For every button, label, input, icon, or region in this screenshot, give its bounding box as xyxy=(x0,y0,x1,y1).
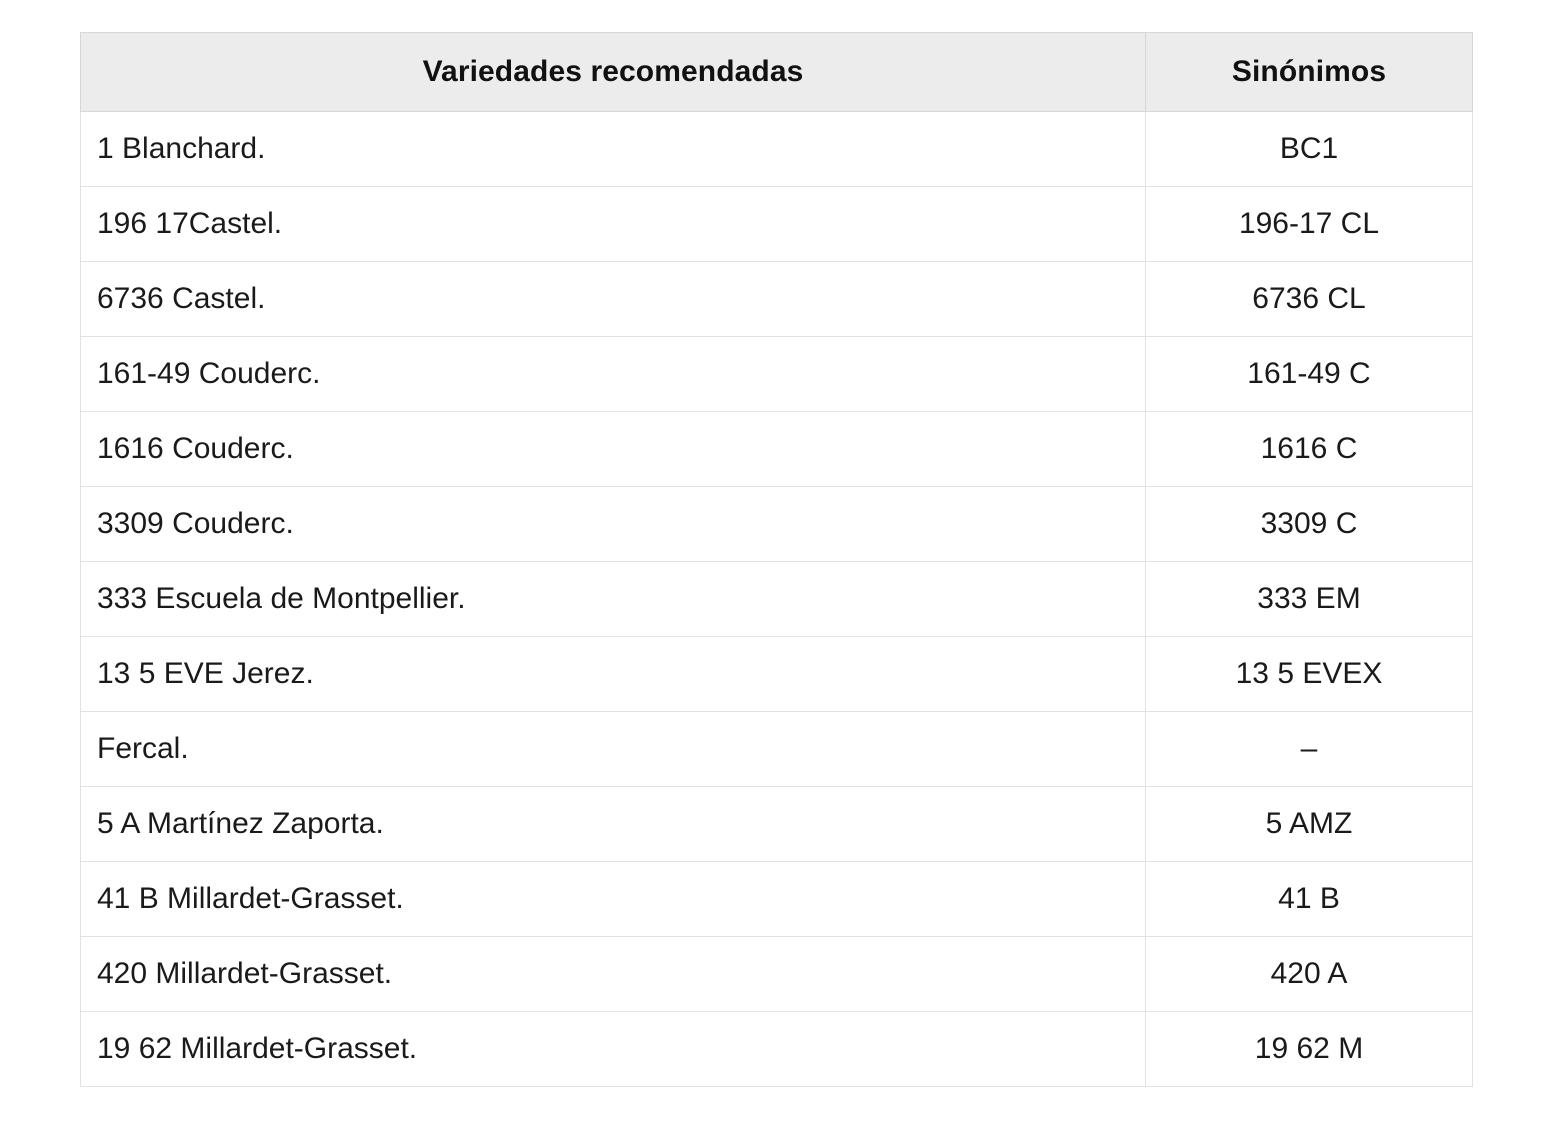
table-body xyxy=(81,112,1473,1087)
cell-variety: 161-49 Couderc. xyxy=(81,337,1146,412)
table-row xyxy=(81,937,1473,1012)
table-header-row xyxy=(81,33,1473,112)
cell-variety: Fercal. xyxy=(81,712,1146,787)
cell-variety: 6736 Castel. xyxy=(81,262,1146,337)
table-row xyxy=(81,112,1473,187)
cell-variety: 41 B Millardet-Grasset. xyxy=(81,862,1146,937)
table-row xyxy=(81,862,1473,937)
cell-variety: 13 5 EVE Jerez. xyxy=(81,637,1146,712)
cell-variety: 3309 Couderc. xyxy=(81,487,1146,562)
cell-variety: 196 17Castel. xyxy=(81,187,1146,262)
cell-variety: 5 A Martínez Zaporta. xyxy=(81,787,1146,862)
cell-variety: 1 Blanchard. xyxy=(81,112,1146,187)
table-row xyxy=(81,337,1473,412)
cell-synonym: 333 EM xyxy=(1146,562,1473,637)
recommended-varieties-table xyxy=(80,32,1473,1087)
cell-synonym: 161-49 C xyxy=(1146,337,1473,412)
cell-variety: 1616 Couderc. xyxy=(81,412,1146,487)
cell-synonym: 420 A xyxy=(1146,937,1473,1012)
column-header-synonym: Sinónimos xyxy=(1146,33,1473,112)
cell-variety: 333 Escuela de Montpellier. xyxy=(81,562,1146,637)
cell-synonym: 1616 C xyxy=(1146,412,1473,487)
table-header xyxy=(81,33,1473,112)
cell-variety: 420 Millardet-Grasset. xyxy=(81,937,1146,1012)
cell-synonym: 196-17 CL xyxy=(1146,187,1473,262)
cell-synonym: 13 5 EVEX xyxy=(1146,637,1473,712)
table-row xyxy=(81,262,1473,337)
table-row xyxy=(81,412,1473,487)
cell-synonym: 5 AMZ xyxy=(1146,787,1473,862)
table-row xyxy=(81,562,1473,637)
cell-synonym: 3309 C xyxy=(1146,487,1473,562)
column-header-variety: Variedades recomendadas xyxy=(81,33,1146,112)
table-row xyxy=(81,1012,1473,1087)
cell-synonym: BC1 xyxy=(1146,112,1473,187)
table-row xyxy=(81,787,1473,862)
cell-synonym: – xyxy=(1146,712,1473,787)
cell-variety: 19 62 Millardet-Grasset. xyxy=(81,1012,1146,1087)
cell-synonym: 6736 CL xyxy=(1146,262,1473,337)
table-row xyxy=(81,187,1473,262)
table-row xyxy=(81,712,1473,787)
cell-synonym: 19 62 M xyxy=(1146,1012,1473,1087)
cell-synonym: 41 B xyxy=(1146,862,1473,937)
table-row xyxy=(81,487,1473,562)
table-row xyxy=(81,637,1473,712)
